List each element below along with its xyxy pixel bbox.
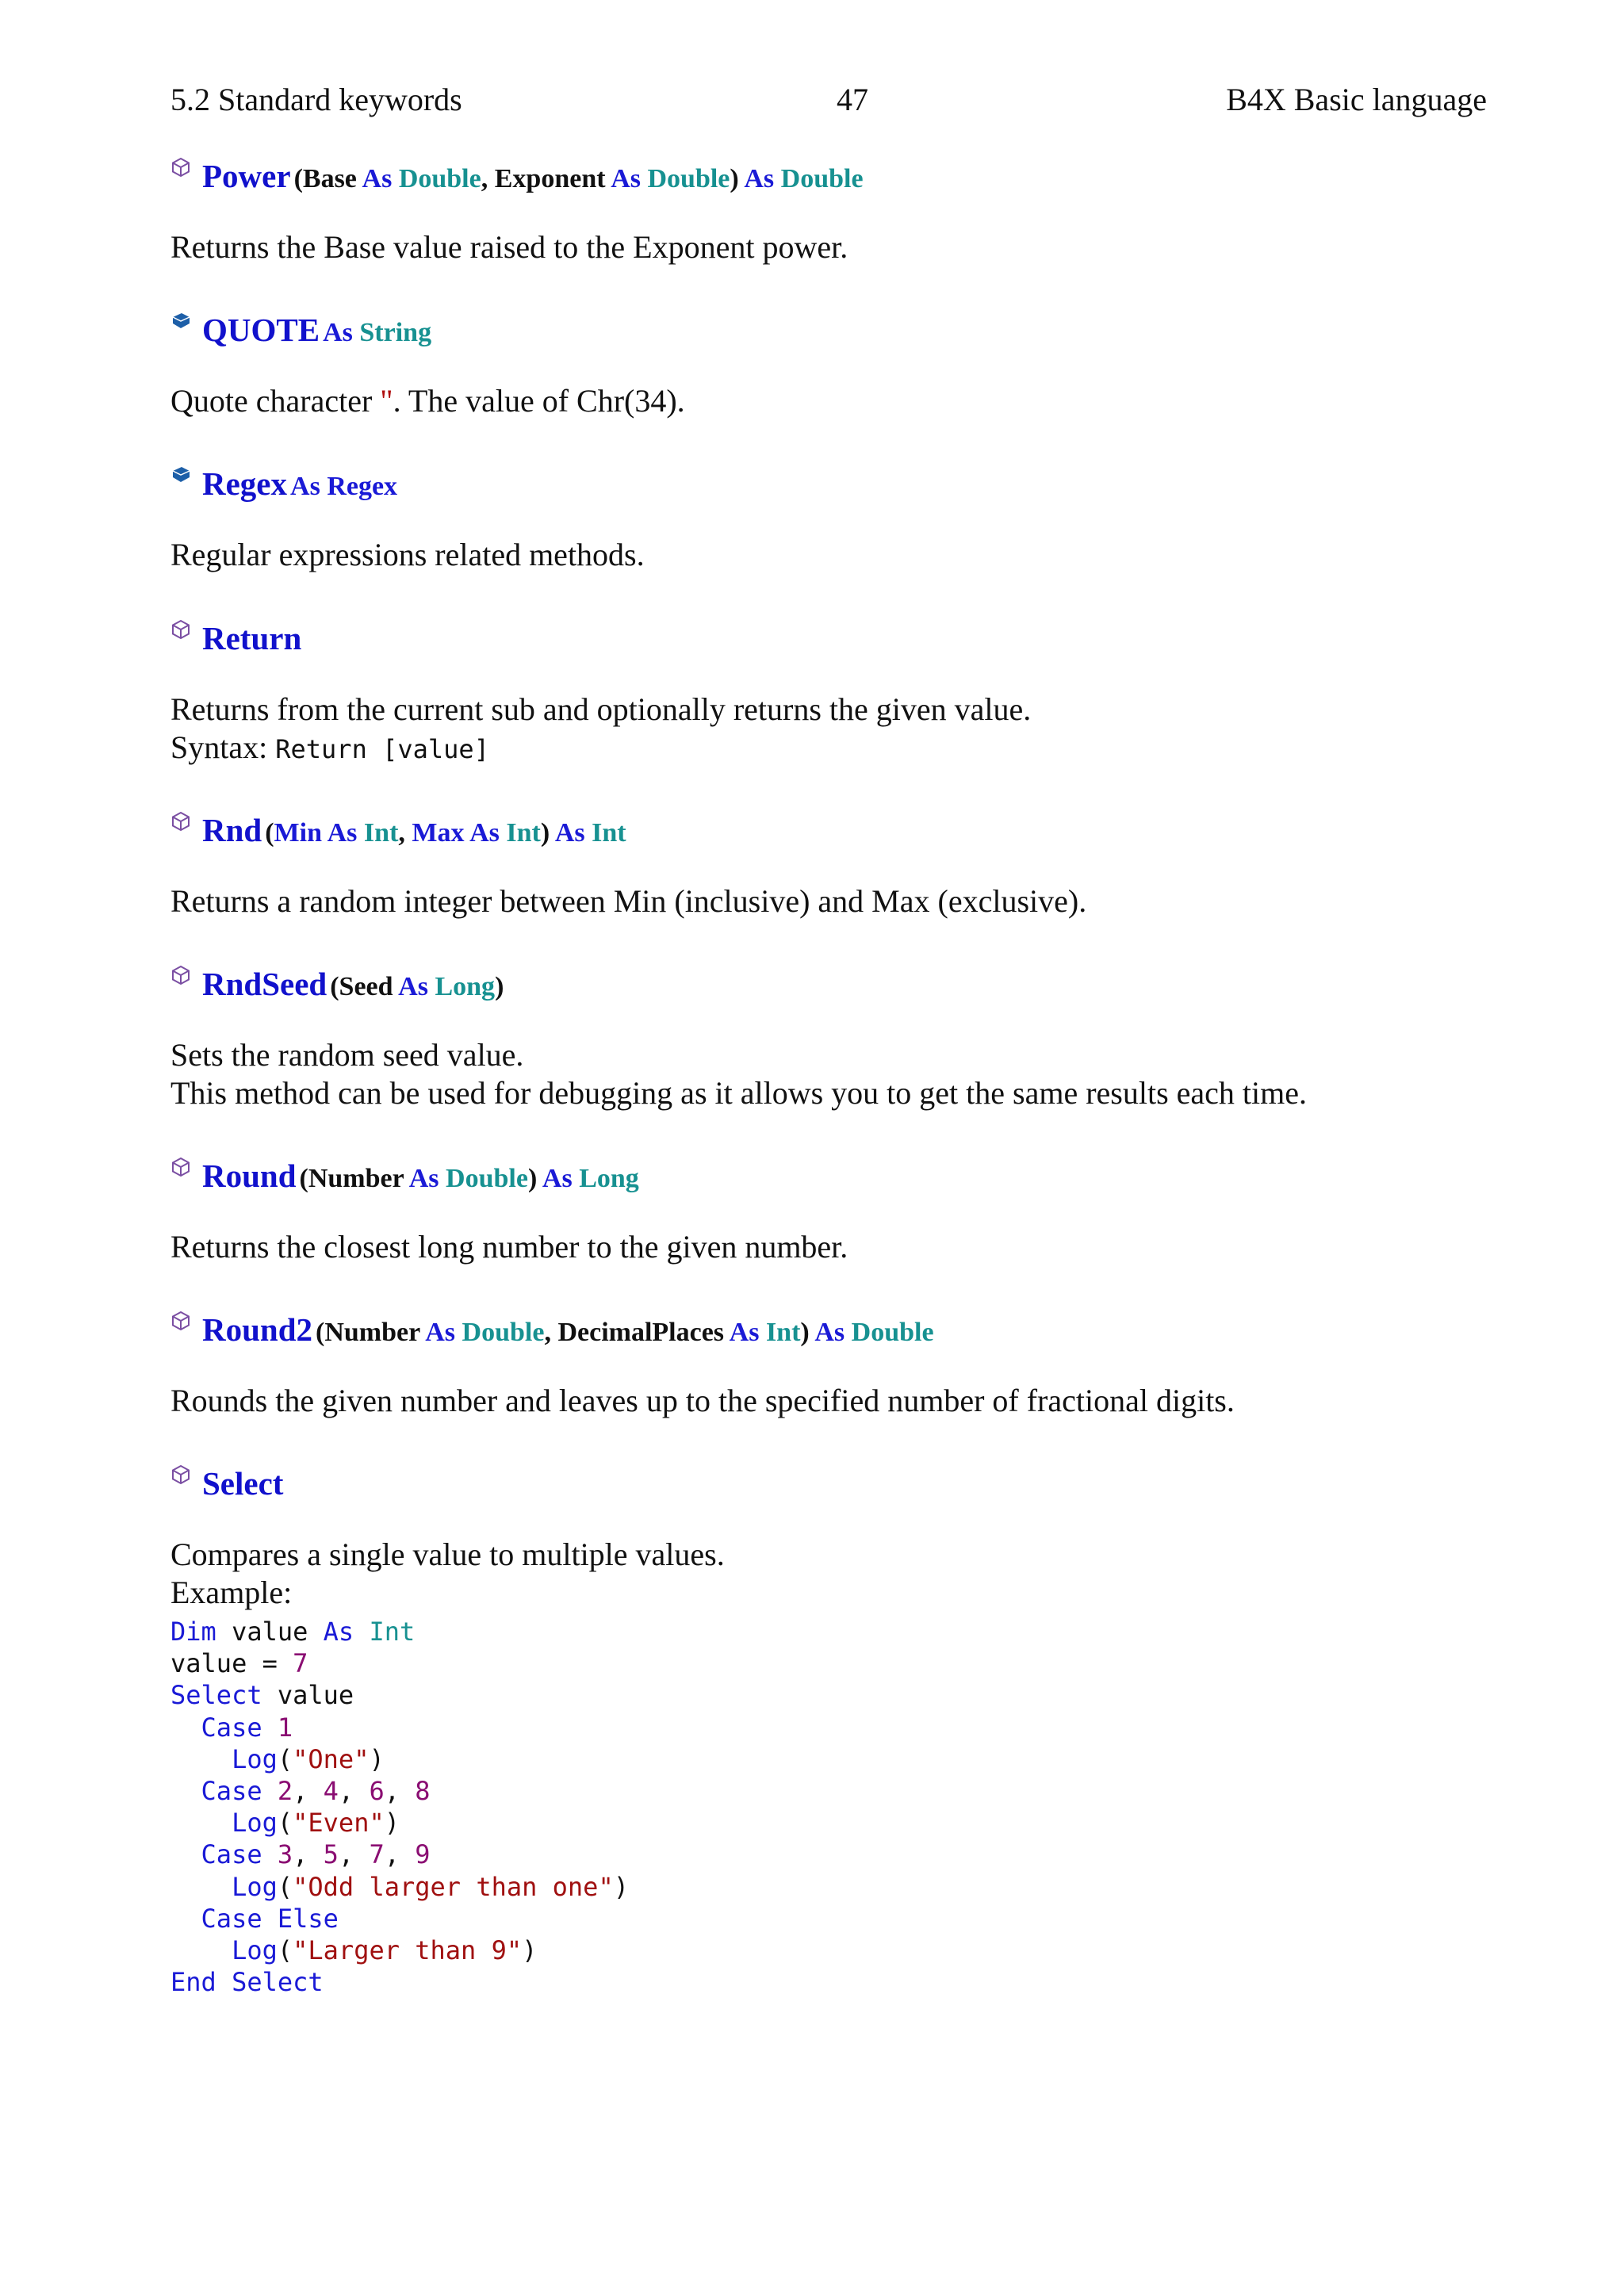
quote-char: "	[380, 383, 393, 419]
keyword-name: Regex	[202, 465, 288, 502]
parameters: As Regex	[290, 472, 398, 501]
code-line: Case 1	[201, 1712, 293, 1743]
description: Compares a single value to multiple values.	[170, 1536, 725, 1572]
keyword-name: QUOTE	[202, 312, 320, 348]
page-header	[170, 76, 1487, 124]
parameters: (Seed As Long)	[330, 972, 504, 1001]
entry-rnd	[170, 806, 1086, 920]
keyword-name: Return	[202, 620, 302, 656]
signature	[170, 1306, 1235, 1353]
parameters: (Number As Double, DecimalPlaces As Int) As Double	[316, 1318, 934, 1347]
method-icon	[170, 1311, 191, 1331]
keyword-name: Round2	[202, 1311, 313, 1348]
signature	[170, 614, 1031, 662]
keyword-name: Select	[202, 1465, 284, 1502]
parameters: (Base As Double, Exponent As Double) As Double	[293, 164, 864, 193]
syntax-line: Syntax: Return [value]	[170, 729, 489, 765]
keyword-name: Power	[202, 158, 291, 194]
syntax-code: Return [value]	[275, 734, 489, 764]
book-title: B4X Basic language	[1226, 82, 1487, 117]
code-line: Log("One")	[232, 1743, 385, 1774]
entry-round	[170, 1152, 848, 1266]
entry-round2	[170, 1306, 1235, 1420]
code-line: Dim value As Int	[170, 1617, 416, 1647]
method-icon	[170, 1464, 191, 1485]
keyword-name: Rnd	[202, 812, 262, 848]
signature	[170, 1460, 725, 1507]
description: Rounds the given number and leaves up to the specified number of fractional digits.	[170, 1383, 1235, 1418]
signature	[170, 306, 685, 354]
method-icon	[170, 1157, 191, 1177]
code-example	[170, 1616, 629, 1998]
entry-rndseed	[170, 960, 1307, 1112]
parameters: (Number As Double) As Long	[299, 1164, 639, 1193]
signature	[170, 460, 645, 507]
description: Sets the random seed value.	[170, 1037, 524, 1073]
description: Quote character ". The value of Chr(34).	[170, 383, 685, 419]
code-line: End Select	[170, 1967, 324, 1998]
description: Regular expressions related methods.	[170, 537, 645, 572]
keyword-name: Round	[202, 1158, 297, 1194]
entry-power	[170, 152, 864, 266]
description: Returns a random integer between Min (inclusive) and Max (exclusive).	[170, 883, 1087, 919]
page-number: 47	[837, 82, 868, 117]
method-icon	[170, 619, 191, 640]
code-line: Log("Even")	[232, 1808, 400, 1839]
example-label: Example:	[170, 1575, 293, 1610]
method-icon	[170, 157, 191, 178]
code-line: Case 2, 4, 6, 8	[201, 1776, 431, 1807]
code-line: Case Else	[201, 1903, 339, 1934]
code-line: value = 7	[170, 1648, 308, 1679]
entry-quote	[170, 306, 685, 420]
code-line: Log("Odd larger than one")	[232, 1871, 629, 1902]
field-icon	[170, 311, 191, 331]
signature	[170, 152, 864, 200]
field-icon	[170, 465, 191, 485]
description: Returns from the current sub and optionally returns the given value.	[170, 691, 1032, 727]
method-icon	[170, 811, 191, 832]
parameters: (Min As Int, Max As Int) As Int	[265, 818, 626, 848]
section-title: 5.2 Standard keywords	[170, 82, 462, 117]
entry-regex	[170, 460, 645, 574]
code-line: Log("Larger than 9")	[232, 1935, 538, 1966]
signature	[170, 806, 1086, 854]
description: Returns the closest long number to the given number.	[170, 1229, 848, 1265]
code-line: Select value	[170, 1680, 354, 1711]
description-line-2: This method can be used for debugging as it allows you to get the same results each time.	[170, 1075, 1307, 1111]
entry-select	[170, 1460, 725, 1612]
signature	[170, 1152, 848, 1200]
signature	[170, 960, 1307, 1008]
keyword-name: RndSeed	[202, 966, 327, 1002]
parameters: As String	[323, 318, 432, 347]
description: Returns the Base value raised to the Exponent power.	[170, 229, 848, 265]
entry-return	[170, 614, 1031, 768]
method-icon	[170, 965, 191, 985]
code-line: Case 3, 5, 7, 9	[201, 1839, 431, 1870]
